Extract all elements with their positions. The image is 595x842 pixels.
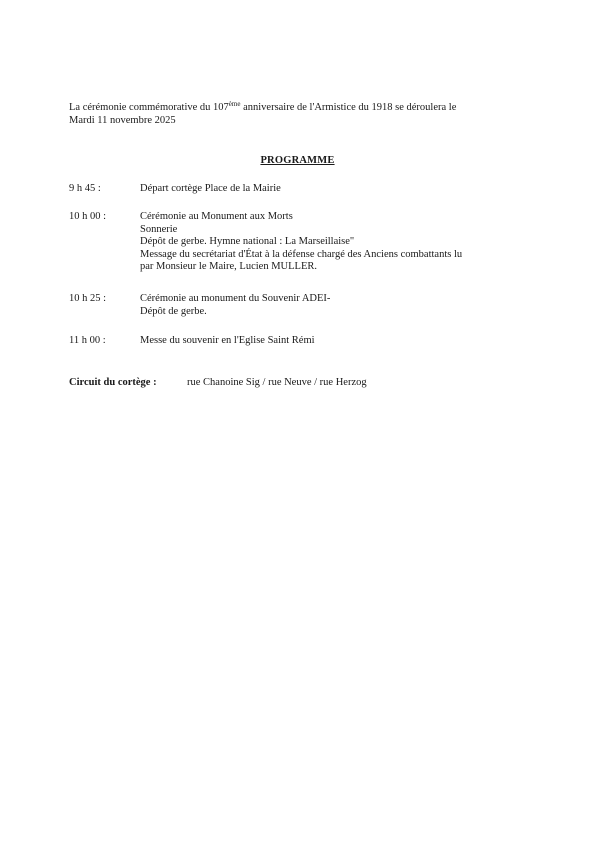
programme-line: Dépôt de gerbe. (140, 305, 207, 317)
circuit-line (69, 377, 529, 390)
programme-line: par Monsieur le Maire, Lucien MULLER. (140, 261, 317, 273)
programme-lines (140, 335, 570, 348)
programme-time: 9 h 45 : (69, 183, 101, 194)
intro-text-after: anniversaire de l'Armistice du 1918 se déroulera le (240, 102, 457, 113)
programme-line: Départ cortège Place de la Mairie (140, 183, 281, 194)
programme-line: Cérémonie au Monument aux Morts (140, 211, 293, 222)
programme-line: Message du secrétariat d'État à la défense chargé des Anciens combattants lu (140, 248, 463, 260)
programme-line: Sonnerie (140, 223, 178, 235)
intro-line-1 (69, 102, 529, 115)
intro-line-2: Mardi 11 novembre 2025 (69, 114, 176, 126)
programme-heading-text: PROGRAMME (260, 155, 335, 166)
programme-lines (140, 211, 570, 274)
intro-paragraph (69, 102, 529, 127)
programme-lines (140, 183, 570, 196)
programme-time: 11 h 00 : (69, 335, 106, 346)
programme-heading (0, 155, 595, 168)
intro-superscript: ème (228, 100, 241, 108)
programme-line: Cérémonie au monument du Souvenir ADEI- (140, 293, 331, 304)
programme-line: Messe du souvenir en l'Eglise Saint Rémi (140, 335, 315, 346)
circuit-value: rue Chanoine Sig / rue Neuve / rue Herzog (187, 377, 367, 388)
programme-line: Dépôt de gerbe. Hymne national : La Marseillaise" (140, 236, 355, 248)
intro-text-before: La cérémonie commémorative du 107 (69, 102, 229, 113)
programme-lines (140, 293, 570, 318)
circuit-label: Circuit du cortège : (69, 377, 157, 388)
programme-time: 10 h 00 : (69, 211, 107, 222)
programme-time: 10 h 25 : (69, 293, 107, 304)
